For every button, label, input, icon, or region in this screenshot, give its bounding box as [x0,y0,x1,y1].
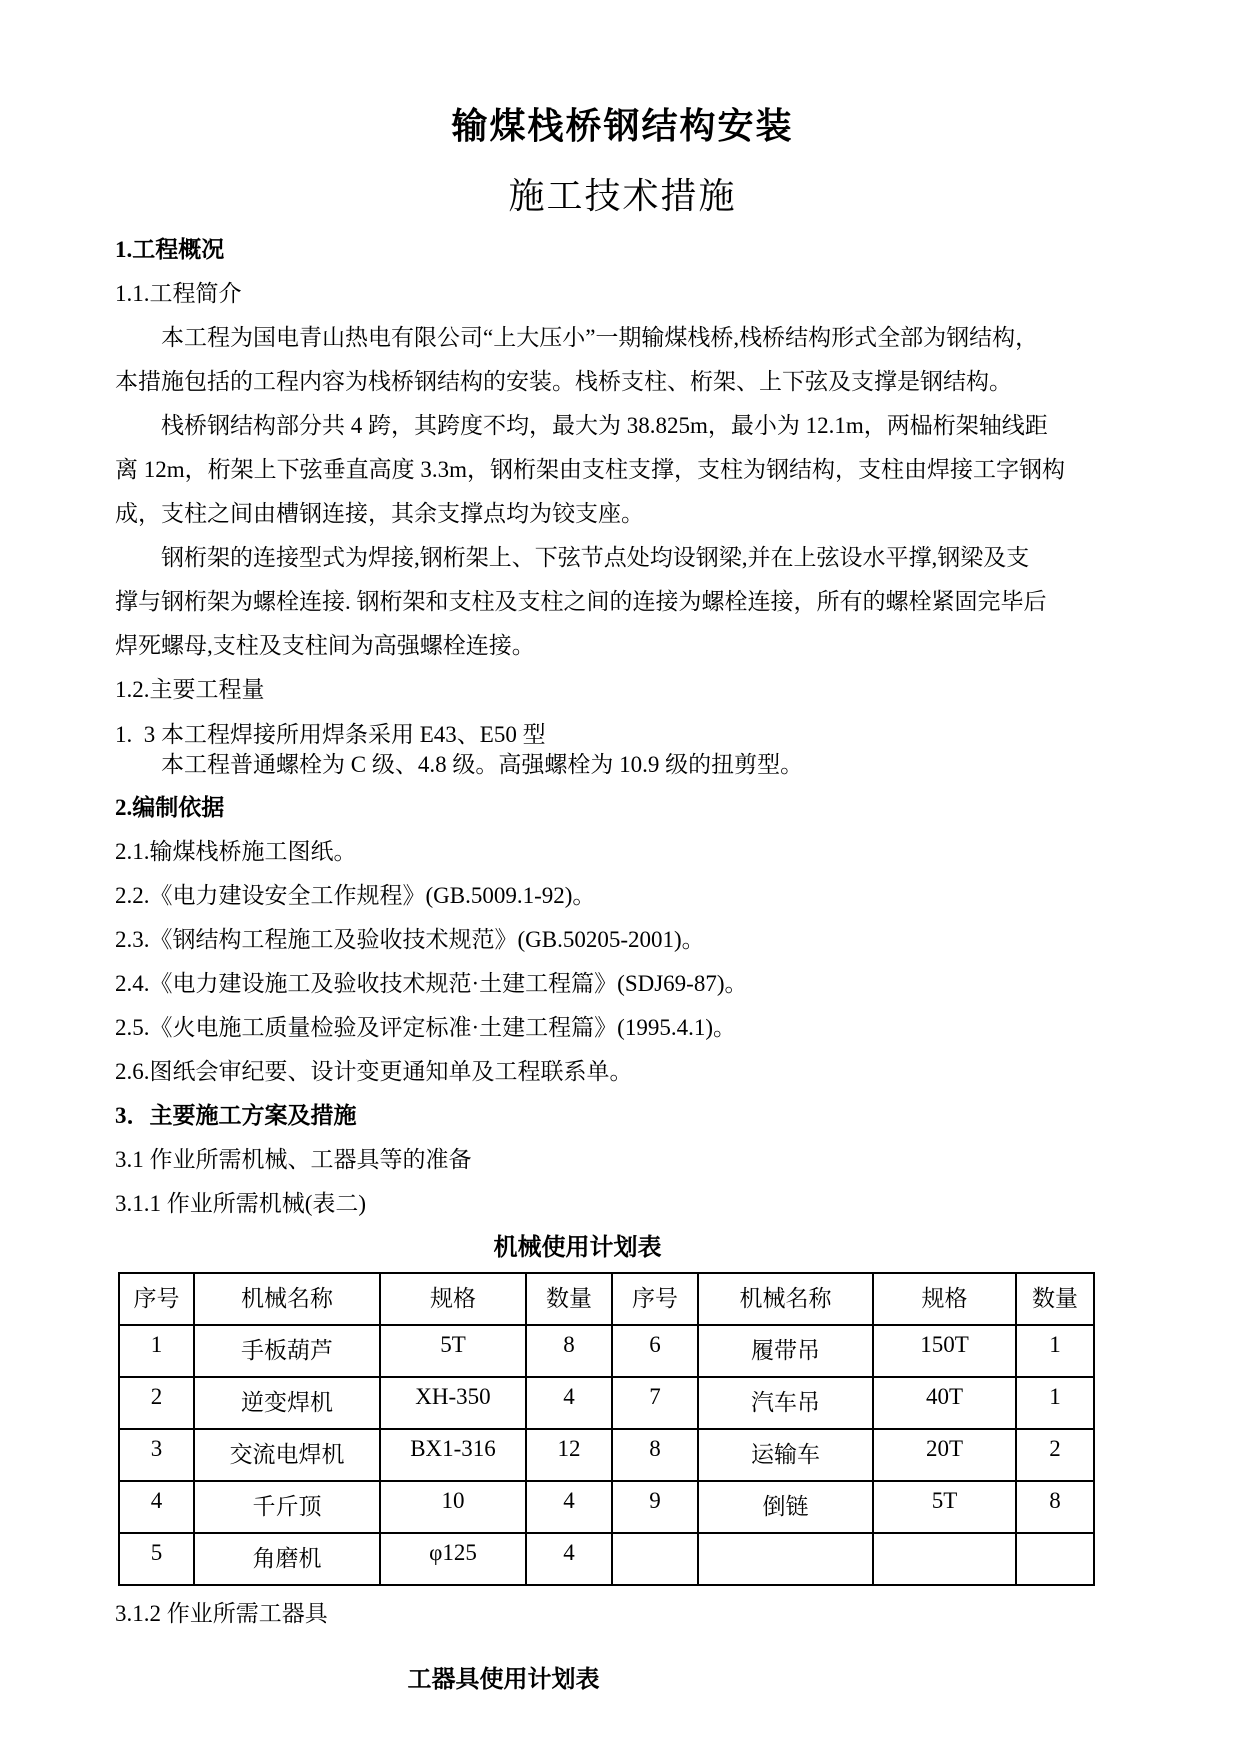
column-header: 数量 [1016,1273,1094,1325]
reference-item: 2.2.《电力建设安全工作规程》(GB.5009.1-92)。 [115,883,596,908]
table-cell: 20T [873,1429,1016,1481]
table-cell: 3 [119,1429,194,1481]
reference-item: 2.6.图纸会审纪要、设计变更通知单及工程联系单。 [115,1059,633,1084]
reference-item: 2.3.《钢结构工程施工及验收技术规范》(GB.50205-2001)。 [115,927,705,952]
table-cell: 7 [612,1377,698,1429]
table-cell [612,1533,698,1585]
machine-table-head-row [119,1273,1094,1325]
paragraph-line: 撑与钢桁架为螺栓连接. 钢桁架和支柱及支柱之间的连接为螺栓连接，所有的螺栓紧固完毕后 [115,589,1047,614]
page-title: 输煤栈桥钢结构安装 [451,106,794,146]
table-cell: BX1-316 [380,1429,526,1481]
table-cell [873,1533,1016,1585]
table-cell: 2 [1016,1429,1094,1481]
reference-item: 2.1.输煤栈桥施工图纸。 [115,839,357,864]
paragraph-line: 成，支柱之间由槽钢连接，其余支撑点均为铰支座。 [115,501,644,526]
tool-table-title: 工器具使用计划表 [407,1667,600,1693]
table-cell: 5T [380,1325,526,1377]
column-header: 规格 [873,1273,1016,1325]
table-cell: 5 [119,1533,194,1585]
page-subtitle: 施工技术措施 [508,176,737,216]
table-cell: 40T [873,1377,1016,1429]
table-cell: 10 [380,1481,526,1533]
table-cell: 6 [612,1325,698,1377]
table-cell: 2 [119,1377,194,1429]
paragraph-line: 栈桥钢结构部分共 4 跨，其跨度不均，最大为 38.825m，最小为 12.1m，两榀桁架轴线距 [161,413,1048,438]
table-cell: XH-350 [380,1377,526,1429]
section-3-1-2-heading: 3.1.2 作业所需工器具 [115,1601,328,1626]
table-cell: 12 [526,1429,612,1481]
reference-item: 2.4.《电力建设施工及验收技术规范·土建工程篇》(SDJ69-87)。 [115,971,748,996]
table-cell: 汽车吊 [698,1377,873,1429]
table-cell: 倒链 [698,1481,873,1533]
column-header: 数量 [526,1273,612,1325]
column-header: 机械名称 [194,1273,380,1325]
section-3-heading: 3．主要施工方案及措施 [115,1103,357,1128]
table-cell: 4 [526,1377,612,1429]
column-header: 序号 [119,1273,194,1325]
table-row [119,1325,1094,1377]
table-cell: 8 [526,1325,612,1377]
table-cell: 运输车 [698,1429,873,1481]
table-row [119,1377,1094,1429]
paragraph-line: 钢桁架的连接型式为焊接,钢桁架上、下弦节点处均设钢梁,并在上弦设水平撑,钢梁及支 [161,545,1030,570]
table-cell: 150T [873,1325,1016,1377]
table-row [119,1481,1094,1533]
table-cell: 1 [119,1325,194,1377]
table-cell: 逆变焊机 [194,1377,380,1429]
section-3-1-heading: 3.1 作业所需机械、工器具等的准备 [115,1147,472,1172]
table-cell [1016,1533,1094,1585]
table-cell: 角磨机 [194,1533,380,1585]
table-cell: 4 [526,1481,612,1533]
table-cell: 千斤顶 [194,1481,380,1533]
table-cell: 交流电焊机 [194,1429,380,1481]
section-1-heading: 1.工程概况 [115,237,225,262]
table-cell: 5T [873,1481,1016,1533]
table-cell: 履带吊 [698,1325,873,1377]
table-cell: 4 [119,1481,194,1533]
machine-table-title: 机械使用计划表 [493,1235,662,1261]
table-row [119,1533,1094,1585]
table-cell [698,1533,873,1585]
table-cell: 8 [1016,1481,1094,1533]
table-cell: 1 [1016,1377,1094,1429]
paragraph-line: 焊死螺母,支柱及支柱间为高强螺栓连接。 [115,633,535,658]
reference-item: 2.5.《火电施工质量检验及评定标准·土建工程篇》(1995.4.1)。 [115,1015,736,1040]
table-cell: 手板葫芦 [194,1325,380,1377]
welding-rod-item: 1. 3 本工程焊接所用焊条采用 E43、E50 型 [115,722,546,747]
section-3-1-1-heading: 3.1.1 作业所需机械(表二) [115,1191,367,1216]
table-cell: 4 [526,1533,612,1585]
paragraph-line: 离 12m，桁架上下弦垂直高度 3.3m，钢桁架由支柱支撑，支柱为钢结构，支柱由焊接工字钢构 [115,457,1066,482]
section-2-heading: 2.编制依据 [115,795,225,820]
table-row [119,1429,1094,1481]
table-cell: 8 [612,1429,698,1481]
column-header: 序号 [612,1273,698,1325]
machine-table-body [119,1325,1094,1585]
paragraph-line: 本措施包括的工程内容为栈桥钢结构的安装。栈桥支柱、桁架、上下弦及支撑是钢结构。 [115,369,1012,394]
machine-table [118,1272,1095,1586]
table-cell: 9 [612,1481,698,1533]
table-cell: φ125 [380,1533,526,1585]
section-1-2-heading: 1.2.主要工程量 [115,677,265,702]
bolt-grade-line: 本工程普通螺栓为 C 级、4.8 级。高强螺栓为 10.9 级的扭剪型。 [161,752,804,777]
column-header: 机械名称 [698,1273,873,1325]
paragraph-line: 本工程为国电青山热电有限公司“上大压小”一期输煤栈桥,栈桥结构形式全部为钢结构， [161,325,1039,350]
table-cell: 1 [1016,1325,1094,1377]
column-header: 规格 [380,1273,526,1325]
section-1-1-heading: 1.1.工程简介 [115,281,242,306]
